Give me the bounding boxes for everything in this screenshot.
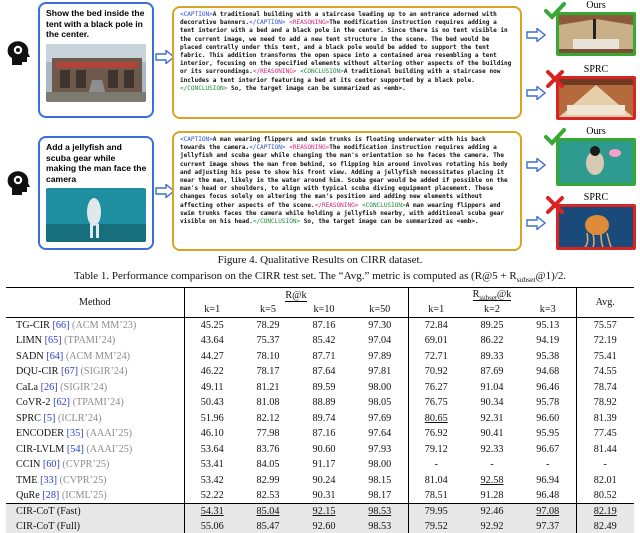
venue: (TPAMI’24) <box>64 335 116 347</box>
r-subset-value-cell: - <box>490 459 494 471</box>
method-name: CoVR-2 <box>16 397 51 409</box>
avg-value-cell: 82.01 <box>576 473 634 489</box>
r-subset-value-cell: 96.67 <box>536 443 560 455</box>
r-subset-value-cell: 89.25 <box>464 318 520 334</box>
method-cell <box>6 395 184 411</box>
citation: [65] <box>44 335 62 347</box>
r-value-cell: 78.29 <box>240 318 296 334</box>
citation: [26] <box>40 381 58 393</box>
baseline-rows <box>6 318 634 504</box>
method-header: Method <box>6 288 184 318</box>
ours-label-2: Ours <box>586 126 606 137</box>
avg-value-cell: 75.41 <box>576 349 634 365</box>
r-value-cell: 77.98 <box>256 428 280 440</box>
caption-open-tag: <CAPTION> <box>180 136 213 143</box>
r-subset-value-cell: 94.19 <box>536 335 560 347</box>
cross-mark-icon <box>544 196 566 214</box>
r-value-cell: 53.41 <box>184 457 240 473</box>
query-text-2: Add a jellyfish and scuba gear while making the man face the camera <box>46 142 147 184</box>
method-cell <box>6 318 184 334</box>
table-row <box>6 318 634 334</box>
r-subset-value-cell: 76.27 <box>408 380 464 396</box>
method-cell <box>6 473 184 489</box>
venue: (ICML’25) <box>61 490 107 501</box>
ours-label-1: Ours <box>586 0 606 11</box>
r-value-cell: 87.16 <box>312 428 336 440</box>
reasoning-close-tag: </REASONING> <box>252 68 297 76</box>
query-image-2 <box>46 188 146 242</box>
r-subset-value-cell: 96.94 <box>536 474 560 486</box>
venue: (TPAMI’24) <box>72 397 124 409</box>
arrow-right-icon <box>526 86 546 100</box>
r-value-cell: 49.11 <box>184 380 240 396</box>
citation: [35] <box>66 428 84 440</box>
caption-close-tag: </CAPTION> <box>249 19 286 27</box>
r-value-cell: 78.17 <box>256 366 280 378</box>
table-caption <box>0 270 640 284</box>
check-mark-icon <box>544 128 566 146</box>
avg-value-cell: 77.45 <box>576 426 634 442</box>
venue: (SIGIR’24) <box>60 381 108 393</box>
r-value-cell: 87.16 <box>296 318 352 334</box>
r-at-k-header: R@k <box>184 288 408 303</box>
r-value-cell: 89.59 <box>312 381 336 393</box>
table-caption-sub: subset <box>516 275 536 285</box>
citation: [66] <box>52 320 70 331</box>
r-value-cell: 46.10 <box>184 426 240 442</box>
r-value-cell: 43.64 <box>184 333 240 349</box>
r-value-cell: 51.96 <box>184 411 240 427</box>
r-value-cell: 90.60 <box>312 443 336 455</box>
cross-mark-icon <box>544 70 566 88</box>
r-subset-value-cell: 95.95 <box>536 428 560 440</box>
citation: [64] <box>46 350 64 362</box>
r-subset-value-cell: 90.41 <box>480 428 504 440</box>
method-name: CaLa <box>16 381 39 393</box>
r-subset-value-cell: 79.95 <box>408 504 464 520</box>
method-name: CCIN <box>16 459 41 471</box>
reasoning-card-1 <box>172 6 522 119</box>
avg-value-cell: 72.19 <box>576 333 634 349</box>
summary-text: So, the target image can be summarized as <emb>. <box>303 218 479 226</box>
method-cell <box>6 333 184 349</box>
r-value-cell: 45.25 <box>184 318 240 334</box>
query-card-1 <box>38 2 154 118</box>
method-name: DQU-CIR <box>16 366 59 378</box>
citation: [62] <box>53 397 71 409</box>
r-k50-header: k=50 <box>369 304 391 316</box>
method-name: LIMN <box>16 335 43 347</box>
method-cell <box>6 349 184 365</box>
query-card-2 <box>38 136 154 250</box>
r-value-cell: 52.22 <box>184 488 240 504</box>
table-row <box>6 411 634 427</box>
r-value-cell: 46.22 <box>184 364 240 380</box>
header-row-group <box>6 288 634 303</box>
r-value-cell: 85.47 <box>240 519 296 533</box>
r-value-cell: 83.76 <box>256 443 280 455</box>
r-value-cell: 98.15 <box>368 474 392 486</box>
ours-fast-row <box>6 504 634 520</box>
r-subset-value-cell: 79.12 <box>408 442 464 458</box>
r-value-cell: 98.53 <box>352 519 408 533</box>
r-value-cell: 97.04 <box>368 335 392 347</box>
method-cell <box>6 488 184 504</box>
method-cell <box>6 426 184 442</box>
r-value-cell: 55.06 <box>184 519 240 533</box>
r-value-cell: 85.42 <box>312 335 336 347</box>
table-row <box>6 364 634 380</box>
r-value-cell: 97.30 <box>352 318 408 334</box>
r-subset-value-cell: - <box>408 457 464 473</box>
query-image-1 <box>46 44 146 102</box>
r-value-cell: 54.31 <box>184 504 240 520</box>
citation: [60] <box>42 459 60 471</box>
ours-result-image-1 <box>556 12 636 56</box>
rs-k2-header: k=2 <box>484 304 500 316</box>
sprc-label-2: SPRC <box>583 192 609 203</box>
venue: (CVPR’25) <box>59 474 107 486</box>
avg-value-cell: - <box>576 457 634 473</box>
r-value-cell: 44.27 <box>184 349 240 365</box>
r-subset-value-cell: 86.22 <box>480 335 504 347</box>
r-value-cell: 97.93 <box>368 443 392 455</box>
method-name: SADN <box>16 350 44 362</box>
sprc-result-image-1 <box>556 76 636 120</box>
caption-open-tag: <CAPTION> <box>180 11 213 18</box>
arrow-right-icon <box>526 216 546 230</box>
r-subset-value-cell: 96.46 <box>536 381 560 393</box>
avg-value-cell: 78.74 <box>576 380 634 396</box>
method-name: CIR-LVLM <box>16 443 65 455</box>
r-k5-header: k=5 <box>260 304 276 316</box>
table-row <box>6 349 634 365</box>
r-value-cell: 53.42 <box>184 473 240 489</box>
method-name: SPRC <box>16 412 41 424</box>
r-value-cell: 98.00 <box>368 381 392 393</box>
r-subset-value-cell: 76.92 <box>408 426 464 442</box>
r-value-cell: 98.05 <box>368 397 392 409</box>
r-value-cell: 97.64 <box>368 428 392 440</box>
r-value-cell: 88.89 <box>312 397 336 409</box>
r-subset-value-cell: 92.33 <box>480 443 504 455</box>
r-subset-value-cell: 96.60 <box>536 412 560 424</box>
r-value-cell: 97.69 <box>368 412 392 424</box>
ours-rows <box>6 504 634 533</box>
r-subset-value-cell: 91.04 <box>480 381 504 393</box>
rs-k1-header: k=1 <box>408 303 464 318</box>
r-subset-value-cell: 91.28 <box>480 490 504 501</box>
method-name: TG-CIR <box>16 320 50 331</box>
reasoning-open-tag: <REASONING> <box>289 144 330 152</box>
ours-result-image-2 <box>556 138 636 186</box>
venue: (AAAI’25) <box>86 428 133 440</box>
caption-close-tag: </CAPTION> <box>249 144 286 152</box>
avg-value-cell: 80.52 <box>576 488 634 504</box>
method-name: QuRe <box>16 490 40 501</box>
r-k10-header: k=10 <box>313 304 335 316</box>
r-value-cell: 81.08 <box>256 397 280 409</box>
conclusion-close-tag: </CONCLUSION> <box>252 218 301 226</box>
r-subset-value-cell: - <box>546 459 550 471</box>
r-subset-value-cell: 79.52 <box>408 519 464 533</box>
citation: [28] <box>42 490 60 501</box>
figure-caption: Figure 4. Qualitative Results on CIRR dataset. <box>217 254 423 266</box>
conclusion-close-tag: </CONCLUSION> <box>180 84 228 92</box>
r-value-cell: 92.60 <box>296 519 352 533</box>
r-subset-value-cell: 97.08 <box>520 504 576 520</box>
r-subset-value-cell: 95.38 <box>536 350 560 362</box>
r-value-cell: 90.31 <box>312 490 336 501</box>
r-subset-value-cell: 92.31 <box>480 412 504 424</box>
r-value-cell: 50.43 <box>184 395 240 411</box>
r-value-cell: 82.12 <box>256 412 280 424</box>
avg-value-cell: 81.39 <box>576 411 634 427</box>
table-row <box>6 473 634 489</box>
table-caption-suffix: @1)/2. <box>535 270 567 282</box>
citation: [33] <box>40 474 58 486</box>
reasoning-open-tag: <REASONING> <box>289 19 330 27</box>
venue: (SIGIR’24) <box>80 366 128 378</box>
r-value-cell: 98.00 <box>368 459 392 471</box>
venue: (AAAI’25) <box>86 443 133 455</box>
r-subset-value-cell: 96.48 <box>536 490 560 501</box>
check-mark-icon <box>544 2 566 20</box>
venue: (ICLR’24) <box>57 412 102 424</box>
r-subset-value-cell: 72.71 <box>408 349 464 365</box>
conclusion-open-tag: <CONCLUSION> <box>300 68 344 76</box>
r-value-cell: 84.05 <box>256 459 280 471</box>
r-subset-value-cell: 95.13 <box>520 318 576 334</box>
conclusion-text: A man wearing flippers and swim trunks faces the camera while holding a jellyfish nearby, with additional scuba gear visible on his head. <box>180 201 505 226</box>
table-row <box>6 457 634 473</box>
method-name: CIR-CoT (Full) <box>6 519 184 533</box>
citation: [54] <box>66 443 84 455</box>
arrow-right-icon <box>526 158 546 172</box>
conclusion-text: A traditional building with a staircase now includes a tent interior featuring a bed at its center supported by a black pole. <box>180 68 501 84</box>
table-row <box>6 395 634 411</box>
r-subset-value-cell: 92.58 <box>480 474 504 486</box>
table-row <box>6 442 634 458</box>
r-value-cell: 89.74 <box>312 412 336 424</box>
reasoning-text: The modification instruction requires adding a jellyfish and scuba gear while changing the man's orientation so he faces the camera. The current image shows the man from behind, so flipping him around involves rotating his body and adjusting his pose to show his front view. Adding a jellyfish necessitates placing it near the man, likely in the water around him. Scuba gear would be added if possible on the man's head or shoulders, to align with typical scuba diving equipment placement. These changes focus solely on altering the man's position and adding new elements without affecting other aspects of the scene. <box>180 144 508 209</box>
r-value-cell: 82.99 <box>256 474 280 486</box>
table-row <box>6 380 634 396</box>
method-name: TME <box>16 474 38 486</box>
r-value-cell: 75.37 <box>256 335 280 347</box>
brain-gear-icon <box>4 168 34 198</box>
table-row <box>6 488 634 504</box>
sprc-result-image-2 <box>556 204 636 250</box>
caption-text: A traditional building with a staircase leading up to an entrance adorned with decorative banners. <box>180 11 497 27</box>
r-subset-value-cell: 80.65 <box>408 411 464 427</box>
r-value-cell: 97.81 <box>368 366 392 378</box>
reasoning-text: The modification instruction requires adding a tent interior with a bed and a black pole in the center. Since there is no tent visible in the current image, we need to add a new tent structure in the scene. The bed would be placed centrally under this tent, and a black pole would be added to support the tent fabric. This addition transforms the open space into a contained area resembling a tent interior, focusing on the specified elements without altering other aspects of the building or its surroundings. <box>180 19 512 76</box>
r-subset-value-cell: 78.51 <box>408 488 464 504</box>
r-subset-value-cell: 72.84 <box>408 318 464 334</box>
r-subset-value-cell: 90.34 <box>480 397 504 409</box>
r-value-cell: 87.64 <box>312 366 336 378</box>
method-cell <box>6 442 184 458</box>
r-value-cell: 91.17 <box>312 459 336 471</box>
arrow-right-icon <box>526 28 546 42</box>
method-cell <box>6 411 184 427</box>
avg-value-cell: 75.57 <box>576 318 634 334</box>
method-cell <box>6 364 184 380</box>
r-subset-value-cell: 94.68 <box>536 366 560 378</box>
method-name: CIR-CoT (Fast) <box>6 504 184 520</box>
r-subset-value-cell: 89.33 <box>480 350 504 362</box>
table-row <box>6 426 634 442</box>
venue: (CVPR’25) <box>62 459 110 471</box>
avg-value-cell: 74.55 <box>576 364 634 380</box>
sprc-label-1: SPRC <box>583 64 609 75</box>
r-k1-header: k=1 <box>184 303 240 318</box>
results-table <box>6 287 634 533</box>
method-cell <box>6 457 184 473</box>
r-value-cell: 85.04 <box>240 504 296 520</box>
method-name: ENCODER <box>16 428 65 440</box>
r-value-cell: 92.15 <box>296 504 352 520</box>
avg-value-cell: 81.44 <box>576 442 634 458</box>
table-caption-prefix: Table 1. Performance comparison on the CIRR test set. The “Avg.” metric is computed as (R@5 + R <box>73 270 517 282</box>
avg-value-cell: 82.19 <box>576 504 634 520</box>
r-subset-value-cell: 92.92 <box>464 519 520 533</box>
caption-text: A man wearing flippers and swim trunks is floating underwater with his back towards the camera. <box>180 136 486 152</box>
r-value-cell: 78.10 <box>256 350 280 362</box>
r-value-cell: 98.17 <box>368 490 392 501</box>
table-row <box>6 333 634 349</box>
venue: (ACM MM’23) <box>72 320 137 331</box>
qualitative-figure <box>0 0 640 252</box>
r-subset-value-cell: 97.37 <box>520 519 576 533</box>
r-subset-value-cell: 69.01 <box>408 333 464 349</box>
citation: [67] <box>61 366 78 378</box>
reasoning-close-tag: </REASONING> <box>314 201 359 209</box>
r-value-cell: 82.53 <box>256 490 280 501</box>
r-subset-value-cell: 92.46 <box>464 504 520 520</box>
citation: [5] <box>43 412 56 424</box>
r-subset-value-cell: 87.69 <box>480 366 504 378</box>
r-subset-header: $R_{subset}@k$ <box>408 288 576 303</box>
r-subset-value-cell: 95.78 <box>536 397 560 409</box>
query-text-1: Show the bed inside the tent with a black pole in the center. <box>46 8 145 39</box>
method-cell <box>6 380 184 396</box>
avg-value-cell: 82.49 <box>576 519 634 533</box>
avg-header: Avg. <box>576 288 634 318</box>
venue: (ACM MM’24) <box>65 350 131 362</box>
r-subset-value-cell: 76.75 <box>408 395 464 411</box>
avg-value-cell: 78.92 <box>576 395 634 411</box>
r-subset-value-cell: 70.92 <box>408 364 464 380</box>
conclusion-open-tag: <CONCLUSION> <box>362 201 406 209</box>
r-value-cell: 97.89 <box>368 350 392 362</box>
r-value-cell: 90.24 <box>312 474 336 486</box>
r-value-cell: 53.64 <box>184 442 240 458</box>
r-value-cell: 81.21 <box>256 381 280 393</box>
r-value-cell: 87.71 <box>312 350 336 362</box>
reasoning-card-2 <box>172 131 522 251</box>
r-subset-value-cell: 81.04 <box>408 473 464 489</box>
brain-gear-icon <box>4 38 34 68</box>
rs-k3-header: k=3 <box>539 304 556 316</box>
r-value-cell: 98.53 <box>352 504 408 520</box>
summary-text: So, the target image can be summarized as <emb>. <box>230 84 406 92</box>
ours-full-row <box>6 519 634 533</box>
